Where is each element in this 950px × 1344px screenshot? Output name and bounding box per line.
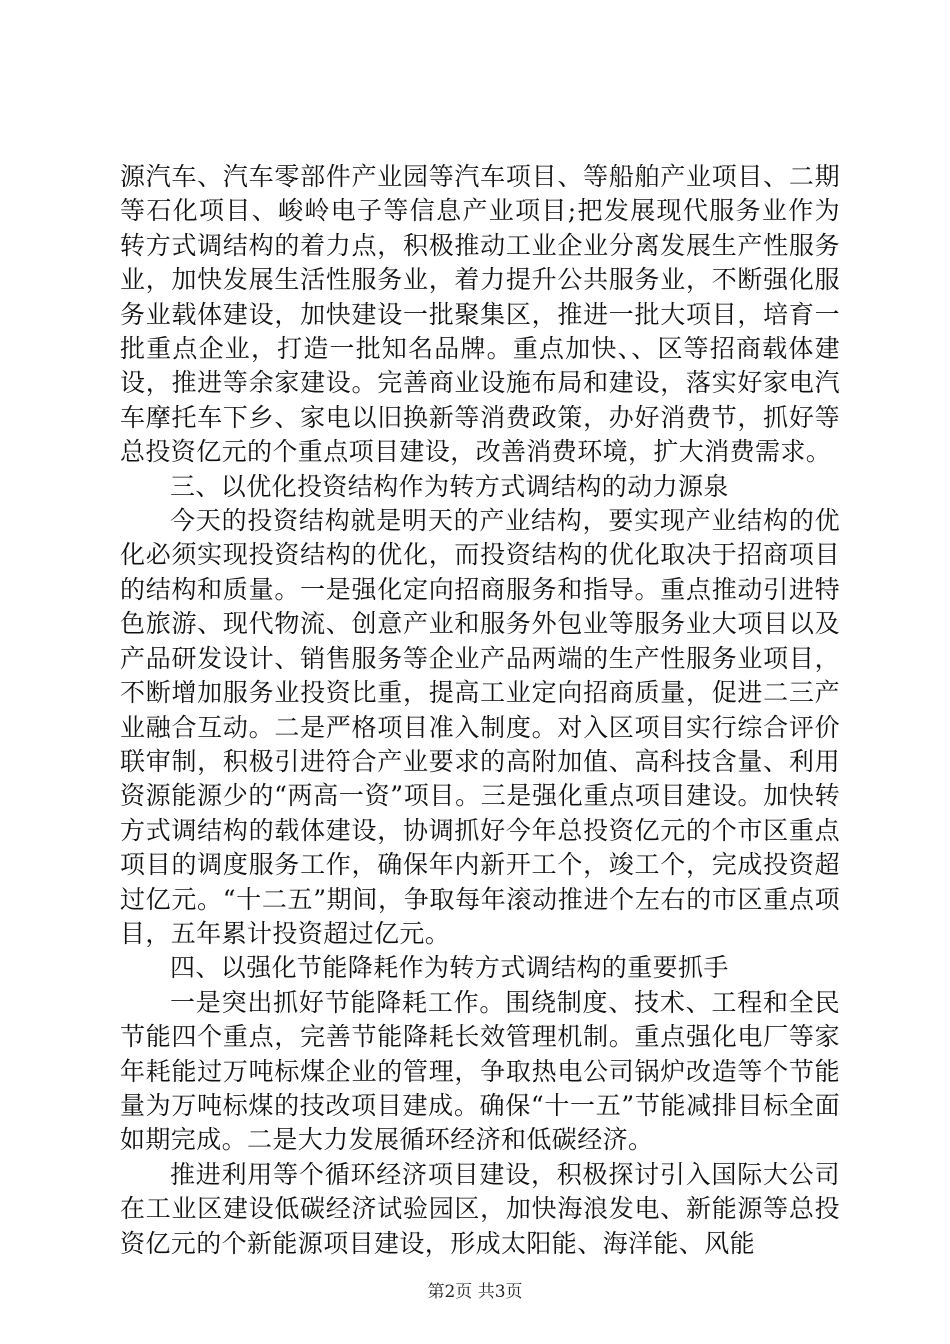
paragraph-energy-saving: 一是突出抓好节能降耗工作。围绕制度、技术、工程和全民节能四个重点，完善节能降耗长效管理机制。重点强化电厂等家年耗能过万吨标煤企业的管理，争取热电公司锅炉改造等个节能量为万吨标煤的技改项目建成。确保“十一五”节能减排目标全面如期完成。二是大力发展循环经济和低碳经济。 bbox=[120, 987, 840, 1155]
section-heading-3: 三、以优化投资结构作为转方式调结构的动力源泉 bbox=[170, 471, 729, 501]
page-number-footer: 第2页 共3页 bbox=[427, 1282, 523, 1302]
paragraph-continued: 源汽车、汽车零部件产业园等汽车项目、等船舶产业项目、二期等石化项目、峻岭电子等信息产业项目;把发展现代服务业作为转方式调结构的着力点，积极推动工业企业分离发展生产性服务业，加快发展生活性服务业，着力提升公共服务业，不断强化服务业载体建设，加快建设一批聚集区，推进一批大项目，培育一批重点企业，打造一批知名品牌。重点加快、、区等招商载体建设，推进等余家建设。完善商业设施布局和建设，落实好家电汽车摩托车下乡、家电以旧换新等消费政策，办好消费节，抓好等总投资亿元的个重点项目建设，改善消费环境，扩大消费需求。 bbox=[120, 162, 840, 467]
paragraph-investment-structure: 今天的投资结构就是明天的产业结构，要实现产业结构的优化必须实现投资结构的优化，而投资结构的优化取决于招商项目的结构和质量。一是强化定向招商服务和指导。重点推动引进特色旅游、现代物流、创意产业和服务外包业等服务业大项目以及产品研发设计、销售服务等企业产品两端的生产性服务业项目，不断增加服务业投资比重，提高工业定向招商质量，促进二三产业融合互动。二是严格项目准入制度。对入区项目实行综合评价联审制，积极引进符合产业要求的高附加值、高科技含量、利用资源能源少的“两高一资”项目。三是强化重点项目建设。加快转方式调结构的载体建设，协调抓好今年总投资亿元的个市区重点项目的调度服务工作，确保年内新开工个，竣工个，完成投资超过亿元。“十二五”期间，争取每年滚动推进个左右的市区重点项目，五年累计投资超过亿元。 bbox=[120, 506, 840, 948]
document-body bbox=[120, 160, 840, 1261]
section-heading-4: 四、以强化节能降耗作为转方式调结构的重要抓手 bbox=[170, 953, 729, 983]
paragraph-circular-economy: 推进利用等个循环经济项目建设，积极探讨引入国际大公司在工业区建设低碳经济试验园区，加快海浪发电、新能源等总投资亿元的个新能源项目建设，形成太阳能、海洋能、风能 bbox=[120, 1159, 840, 1258]
